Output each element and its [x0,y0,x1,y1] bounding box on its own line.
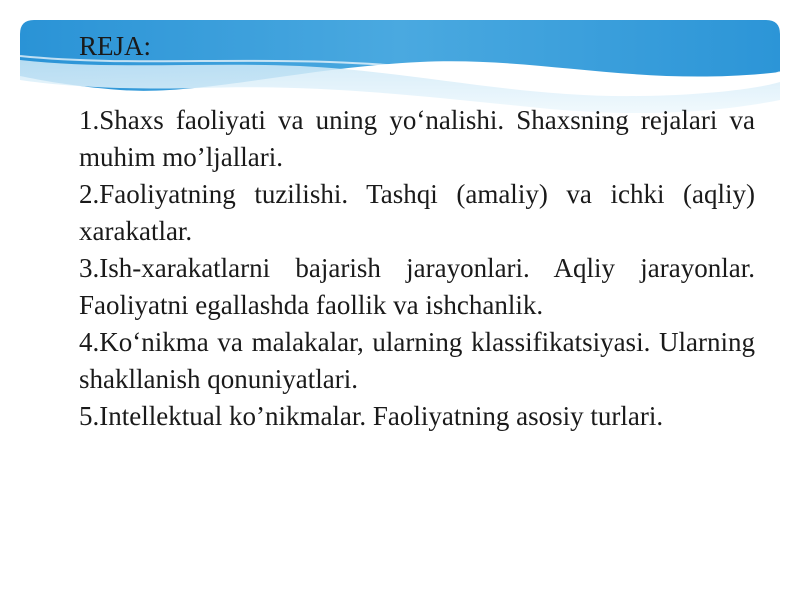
slide-content [79,28,755,435]
title-spacer [79,65,755,102]
plan-item-2: 2.Faoliyatning tuzilishi. Tashqi (amaliy) va ichki (aqliy) xarakatlar. [79,179,755,246]
plan-item-5: 5.Intellektual ko’nikmalar. Faoliyatning asosiy turlari. [79,401,664,431]
plan-item-4: 4.Ko‘nikma va malakalar, ularning klassifikatsiyasi. Ularning shakllanish qonuniyatlari. [79,327,755,394]
slide-title: REJA: [79,31,152,61]
plan-item-1: 1.Shaxs faoliyati va uning yo‘nalishi. Shaxsning rejalari va muhim mo’ljallari. [79,105,755,172]
plan-item-3: 3.Ish-xarakatlarni bajarish jarayonlari. Aqliy jarayonlar. Faoliyatni egallashda faollik va ishchanlik. [79,253,755,320]
